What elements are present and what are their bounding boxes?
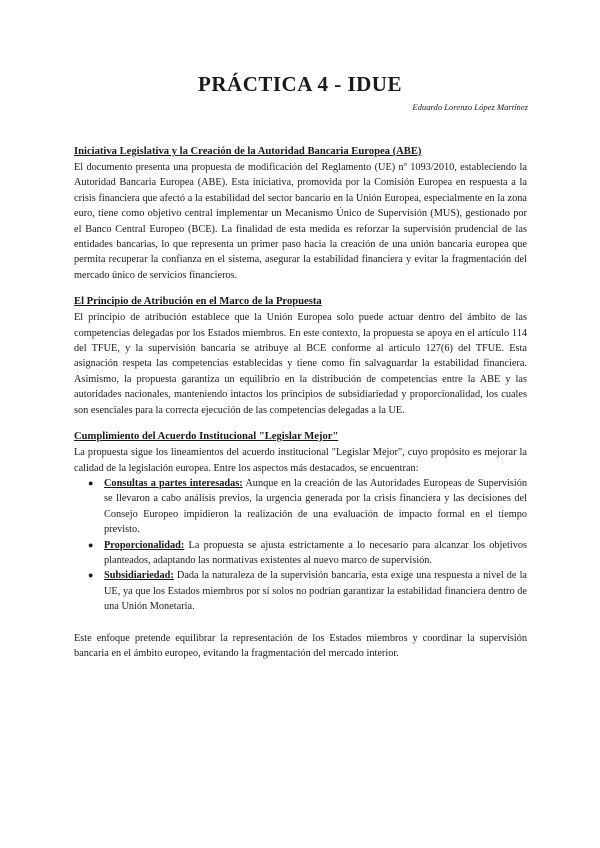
bullet-icon: ● [88,477,94,488]
document-author: Eduardo Lorenzo López Martínez [412,102,528,112]
list-item-lead: Subsidiariedad: [104,570,174,582]
section-heading: El Principio de Atribución en el Marco de la Propuesta [74,296,322,308]
list-item-text: Dada la naturaleza de la supervisión bancaria, esta exige una respuesta a nivel de la UE, ya que los Estados miembros por sí solos no podrían garantizar la estabilidad financiera dentro de una Unión Monetaria. [104,570,527,613]
list-item [88,476,528,538]
section-atribucion [74,294,527,418]
section-paragraph: El documento presenta una propuesta de modificación del Reglamento (UE) nº 1093/2010, estableciendo la Autoridad Bancaria Europea (ABE). Esta iniciativa, promovida por la Comisión Europea en respuesta a la crisis financiera que afectó a la estabilidad del sector bancario en la Unión Europea, especialmente en la zona euro, tiene como objetivo central implementar un Mecanismo Único de Supervisión (MUS), gestionado por el Banco Central Europeo (BCE). La finalidad de esta medida es reforzar la supervisión prudencial de las entidades bancarias, lo que representa un primer paso hacia la creación de una unión bancaria europea que permita recuperar la confianza en el sistema, asegurar la estabilidad financiera y evitar la fragmentación del mercado único de servicios financieros. [74,162,527,281]
conclusion-paragraph: Este enfoque pretende equilibrar la representación de los Estados miembros y coordinar la supervisión bancaria en el ámbito europeo, evitando la fragmentación del mercado interior. [74,632,527,659]
document-title: PRÁCTICA 4 - IDUE [198,72,402,96]
aspects-list [74,476,527,615]
section-heading: Iniciativa Legislativa y la Creación de la Autoridad Bancaria Europea (ABE) [74,146,422,157]
list-item [88,568,527,614]
list-item [88,538,527,569]
section-abe [74,144,527,283]
section-paragraph: La propuesta sigue los lineamientos del acuerdo institucional "Legislar Mejor", cuyo propósito es mejorar la calidad de la legislación europea. Entre los aspectos más destacados, se encuentran: [74,447,527,474]
section-paragraph: El principio de atribución establece que la Unión Europea solo puede actuar dentro del ámbito de las competencias delegadas por los Estados miembros. En este contexto, la propuesta se apoya en el artículo 114 del TFUE, y la supervisión bancaria se atribuye al BCE conforme al artículo 127(6) del TFUE. Esta asignación respeta las competencias establecidas y tiene como fin salvaguardar la estabilidad financiera. Asimismo, la propuesta garantiza un equilibrio en la distribución de competencias entre la ABE y las autoridades nacionales, manteniendo intactos los principios de subsidiariedad y proporcionalidad, los cuales son esenciales para la correcta ejecución de las competencias delegadas a la UE. [74,312,527,416]
list-item-text: Aunque en la creación de las Autoridades Europeas de Supervisión se llevaron a cabo análisis previos, la urgencia generada por la crisis financiera y las decisiones del Consejo Europeo impidieron la realización de una evaluación de impacto formal en el tiempo previsto. [104,477,528,536]
bullet-icon: ● [88,539,94,550]
list-item-lead: Proporcionalidad: [104,539,185,551]
bullet-icon: ● [88,570,94,581]
document-body [74,144,527,661]
section-legislar-mejor [74,429,527,614]
section-heading: Cumplimiento del Acuerdo Institucional "Legislar Mejor" [74,431,339,443]
list-item-lead: Consultas a partes interesadas: [104,477,243,489]
list-item-text: La propuesta se ajusta estrictamente a lo necesario para alcanzar los objetivos planteados, adaptando las normativas existentes al nuevo marco de supervisión. [104,539,527,566]
